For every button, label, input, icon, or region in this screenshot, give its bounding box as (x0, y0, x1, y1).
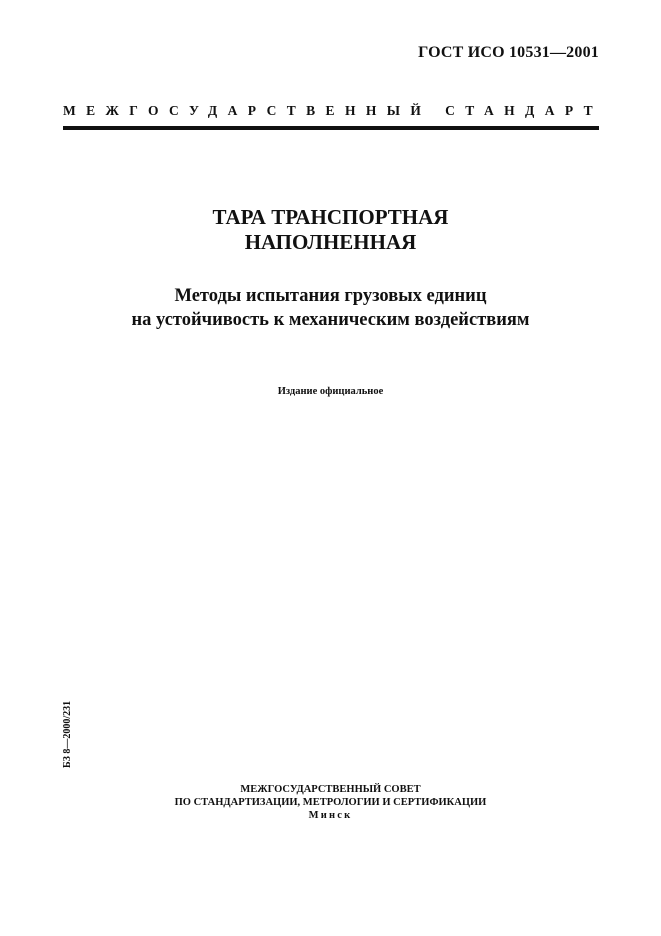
publisher-city: Минск (308, 810, 353, 821)
subtitle-line-1: Методы испытания грузовых единиц (174, 286, 487, 306)
publisher-block (0, 783, 661, 822)
title-line-2: НАПОЛНЕННАЯ (244, 230, 417, 254)
title-line-1: ТАРА ТРАНСПОРТНАЯ (212, 205, 449, 229)
side-catalog-code: БЗ 8—2000/231 (62, 700, 73, 768)
standard-number: ГОСТ ИСО 10531—2001 (418, 44, 599, 61)
series-title: МЕЖГОСУДАРСТВЕННЫЙ СТАНДАРТ (63, 103, 604, 118)
document-subtitle (0, 284, 661, 332)
publisher-line-1: МЕЖГОСУДАРСТВЕННЫЙ СОВЕТ (240, 784, 421, 795)
header-rule (63, 126, 599, 130)
publisher-line-2: ПО СТАНДАРТИЗАЦИИ, МЕТРОЛОГИИ И СЕРТИФИКАЦИИ (174, 797, 487, 808)
subtitle-line-2: на устойчивость к механическим воздействиям (131, 310, 530, 330)
document-title (0, 205, 661, 255)
edition-note: Издание официальное (277, 386, 384, 397)
